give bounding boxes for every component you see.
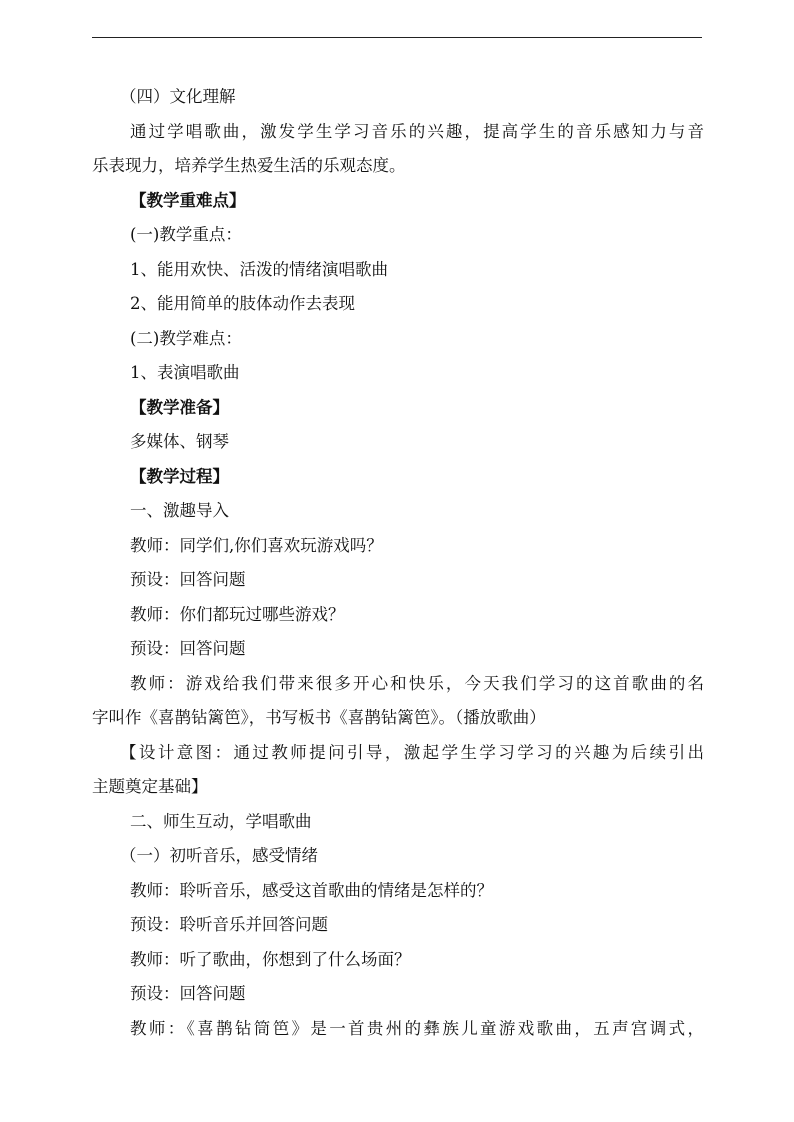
header-rule [92, 37, 702, 38]
document-line: 1、表演唱歌曲 [130, 363, 240, 382]
document-line: 主题奠定基础】 [92, 777, 208, 796]
document-line: （一）初听音乐，感受情绪 [120, 846, 318, 865]
section-heading: 【教学重难点】 [130, 190, 246, 210]
document-line: 预设：回答问题 [130, 639, 246, 658]
document-body [92, 80, 704, 1046]
document-line: 教师：同学们,你们喜欢玩游戏吗？ [130, 535, 383, 555]
document-line: 教师：《喜鹊钻筒笆》是一首贵州的彝族儿童游戏歌曲，五声宫调式， [130, 1018, 704, 1038]
document-line: 字叫作《喜鹊钻篱笆》，书写板书《喜鹊钻篱笆》。（播放歌曲） [92, 708, 546, 727]
document-line: 2、能用简单的肢体动作去表现 [130, 294, 355, 313]
document-line: 二、师生互动，学唱歌曲 [130, 811, 312, 831]
document-line: 教师：你们都玩过哪些游戏？ [130, 604, 345, 624]
document-line: 预设：聆听音乐并回答问题 [130, 915, 328, 934]
document-line: 【设计意图：通过教师提问引导，激起学生学习学习的兴趣为后续引出 [120, 742, 704, 762]
document-line: (一)教学重点： [130, 225, 242, 244]
document-line: （四）文化理解 [120, 87, 236, 106]
document-line: 一、激趣导入 [130, 501, 229, 520]
section-heading: 【教学准备】 [130, 397, 229, 417]
document-line: 教师：聆听音乐，感受这首歌曲的情绪是怎样的？ [130, 880, 493, 900]
document-line: 1、能用欢快、活泼的情绪演唱歌曲 [130, 259, 388, 279]
document-line: 乐表现力，培养学生热爱生活的乐观态度。 [92, 156, 406, 175]
document-line: 多媒体、钢琴 [130, 432, 229, 451]
document-line: 预设：回答问题 [130, 570, 246, 589]
document-line: 预设：回答问题 [130, 984, 246, 1003]
document-line: 通过学唱歌曲，激发学生学习音乐的兴趣，提高学生的音乐感知力与音 [130, 121, 704, 141]
section-heading: 【教学过程】 [130, 466, 229, 486]
document-line: (二)教学难点： [130, 328, 242, 348]
document-line: 教师：游戏给我们带来很多开心和快乐，今天我们学习的这首歌曲的名 [130, 673, 704, 693]
document-line: 教师：听了歌曲，你想到了什么场面？ [130, 949, 411, 969]
